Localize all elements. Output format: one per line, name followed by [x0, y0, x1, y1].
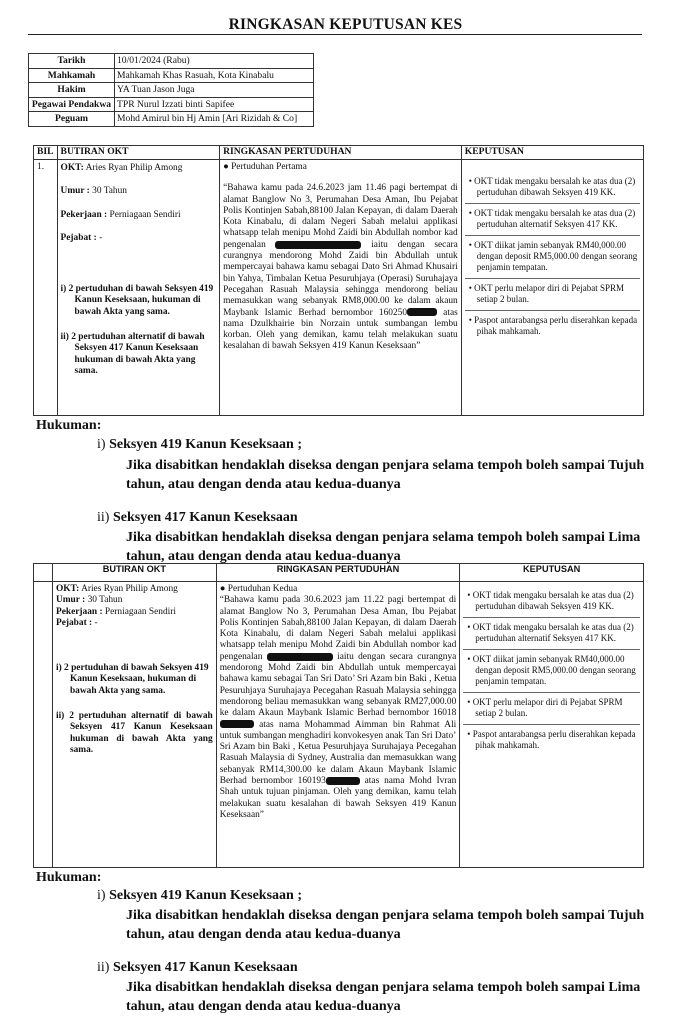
- header-bil-empty: [34, 564, 53, 582]
- hukuman-item-417: [97, 960, 298, 976]
- okt-charge-2: ii) 2 pertuduhan alternatif di bawah Seksyen 417 Kanun Keseksaan hukuman di bawah Akta yang sama.: [60, 332, 205, 376]
- decision-item: • OKT tidak mengaku bersalah ke atas dua (2) pertuduhan alternatif Seksyen 417 KK.: [463, 622, 640, 650]
- roman-numeral: i): [97, 888, 106, 903]
- header-butiran-okt: BUTIRAN OKT: [52, 564, 216, 582]
- charge-summary: [216, 582, 460, 868]
- case-number: 1.: [34, 160, 58, 416]
- charge-text-part-1: “Bahawa kamu pada 30.6.2023 jam 11.22 pagi bertempat di alamat Banglow No 3, Perumahan Desa Aman, Ibu Pejabat Polis Kontinjen Sabah,88100 Jalan Kepayan, di dalam Daerah Kota Kinabalu, di dalam Negeri Sabah melalui applikasi whatsapp telah menipu Mohd Zaidi bin Abdullah nombor kad pengenalan: [219, 595, 457, 662]
- hukuman-section-title: Seksyen 417 Kanun Keseksaan: [112, 960, 298, 975]
- charge-text-part-2: iaitu dengan secara curangnya mendorong Mohd Zaidi bin Abdullah untuk mempercayai bahawa kamu sebagai Dato Sri Ahmad Khusairi bin Yahya, Timbalan Ketua Pesuruhjaya (Operasi) Suruhajaya Pecegahan Rasuah Malaysia sehingga mendorong beliau memasukkan wang sebanyak RM8,000.00 ke dalam akaun Maybank Islamic Berhad bernombor 160250: [223, 239, 458, 318]
- info-value: Mahkamah Khas Rasuah, Kota Kinabalu: [115, 68, 314, 83]
- redaction-mark: [407, 308, 437, 316]
- case-table-1: [33, 145, 644, 416]
- hukuman-item-417: [97, 510, 298, 526]
- redaction-mark: [275, 241, 361, 249]
- info-row-tarikh: [29, 54, 314, 69]
- charge-text-part-3: atas nama Dzulkhairie bin Norzain untuk sumbangan lembu korban. Oleh yang demikan, kamu telah melakukan suatu kesalahan di bawah Seksyen 419 Kanun Keseksaan”: [223, 307, 458, 352]
- decision-item: • OKT diikat jamin sebanyak RM40,000.00 dengan deposit RM5,000.00 dengan seorang penjamin tempatan.: [463, 654, 640, 693]
- okt-charge-1: i) 2 pertuduhan di bawah Seksyen 419 Kanun Keseksaan, hukuman di bawah Akta yang sama.: [60, 284, 214, 317]
- redaction-mark: [220, 720, 254, 728]
- header-butiran-okt: BUTIRAN OKT: [57, 146, 220, 160]
- case-row: [34, 582, 644, 868]
- info-row-mahkamah: [29, 68, 314, 83]
- hukuman-desc-417: Jika disabitkan hendaklah diseksa dengan penjara selama tempoh boleh sampai Lima tahun, atau dengan denda atau kedua-duanya: [126, 530, 641, 564]
- document-title: RINGKASAN KEPUTUSAN KES: [228, 16, 463, 33]
- charge-text: [220, 595, 457, 821]
- decision-item: • OKT diikat jamin sebanyak RM40,000.00 dengan deposit RM5,000.00 dengan seorang penjamin tempatan.: [465, 240, 640, 279]
- hukuman-item-419: [97, 888, 302, 904]
- info-row-peguam: [29, 112, 314, 127]
- roman-numeral: ii): [97, 960, 110, 975]
- charge-text-part-2: iaitu dengan secara curangnya mendorong Mohd Zaidi bin Abdullah untuk mempercayai bahawa kamu sebagai Tan Sri Dato’ Sri Azam bin Baki , Ketua Pesuruhjaya Suruhajaya Pecegahan Rasuah Malaysia sehingga mendorong beliau memasukkan wang sebanyak RM27,000.00 ke dalam Akaun Maybank Islamic Berhad bernombor 16018: [219, 651, 457, 719]
- umur-label: Umur :: [60, 186, 90, 197]
- charge-text-part-4: atas nama Mohd Ivran Shah untuk tujuan pinjaman. Oleh yang demikan, kamu telah melakukan suatu kesalahan di bawah Seksyen 419 Kanun Keseksaan”: [219, 776, 457, 820]
- header-keputusan: KEPUTUSAN: [460, 564, 644, 582]
- redaction-mark: [267, 653, 333, 661]
- header-keputusan: KEPUTUSAN: [461, 146, 643, 160]
- pejabat-label: Pejabat :: [55, 617, 93, 628]
- hukuman-item-419: [97, 437, 302, 453]
- okt-name-label: OKT:: [60, 163, 84, 173]
- roman-numeral: i): [97, 437, 106, 452]
- decision-list: [461, 160, 643, 416]
- pejabat-value: -: [99, 232, 103, 243]
- umur-value: 30 Tahun: [92, 186, 127, 197]
- hukuman-desc-419: Jika disabitkan hendaklah diseksa dengan penjara selama tempoh boleh sampai Tujuh tahun, atau dengan denda atau kedua-duanya: [126, 458, 645, 492]
- hukuman-section-title: Seksyen 417 Kanun Keseksaan: [112, 510, 298, 525]
- charge-title: Pertuduhan Pertama: [231, 162, 307, 172]
- charge-summary: [220, 160, 462, 416]
- decision-item: • Paspot antarabangsa perlu diserahkan kepada pihak mahkamah.: [465, 315, 640, 342]
- case-info-table: [28, 53, 314, 127]
- decision-list: [460, 582, 644, 868]
- charge-title: Pertuduhan Kedua: [227, 584, 298, 594]
- okt-charge-1: i) 2 pertuduhan di bawah Seksyen 419 Kanun Keseksaan, hukuman di bawah Akta yang sama.: [55, 663, 209, 696]
- charge-title-line: ● Pertuduhan Kedua: [219, 584, 298, 594]
- info-row-hakim: [29, 83, 314, 98]
- umur-label: Umur :: [55, 595, 86, 606]
- pekerjaan-label: Pekerjaan :: [60, 209, 108, 220]
- header-bil: BIL: [34, 146, 58, 160]
- info-value: 10/01/2024 (Rabu): [115, 54, 314, 69]
- title-underline: [28, 34, 642, 35]
- charge-title-line: ● Pertuduhan Pertama: [223, 162, 307, 172]
- info-label: Tarikh: [29, 54, 115, 69]
- info-label: Mahkamah: [29, 68, 115, 83]
- pejabat-value: -: [94, 617, 98, 628]
- info-row-pegawai: [29, 97, 314, 112]
- pekerjaan-value: Perniagaan Sendiri: [109, 209, 181, 220]
- info-label: Hakim: [29, 83, 115, 98]
- pekerjaan-value: Perniagaan Sendiri: [104, 606, 176, 617]
- hukuman-heading: Hukuman:: [36, 418, 102, 433]
- charge-text: [223, 183, 458, 352]
- decision-item: • Paspot antarabangsa perlu diserahkan kepada pihak mahkamah.: [463, 729, 640, 756]
- info-value: TPR Nurul Izzati binti Sapifee: [115, 97, 314, 112]
- hukuman-section-title: Seksyen 419 Kanun Keseksaan ;: [109, 888, 302, 903]
- hukuman-heading: Hukuman:: [36, 870, 102, 885]
- case-row: [34, 160, 644, 416]
- umur-value: 30 Tahun: [87, 595, 123, 606]
- decision-item: • OKT tidak mengaku bersalah ke atas dua (2) pertuduhan alternatif Seksyen 417 KK.: [465, 208, 640, 236]
- redaction-mark: [326, 777, 360, 785]
- hukuman-desc-419: Jika disabitkan hendaklah diseksa dengan penjara selama tempoh boleh sampai Tujuh tahun, atau dengan denda atau kedua-duanya: [126, 908, 645, 942]
- okt-name: Aries Ryan Philip Among: [81, 584, 178, 594]
- info-label: Peguam: [29, 112, 115, 127]
- decision-item: • OKT tidak mengaku bersalah ke atas dua (2) pertuduhan dibawah Seksyen 419 KK.: [465, 176, 640, 204]
- header-ringkasan-pertuduhan: RINGKASAN PERTUDUHAN: [220, 146, 462, 160]
- okt-charge-2: ii) 2 pertuduhan alternatif di bawah Seksyen 417 Kanun Keseksaan hukuman di bawah Akta yang sama.: [55, 711, 213, 755]
- pekerjaan-label: Pekerjaan :: [55, 606, 103, 617]
- okt-details: [57, 160, 220, 416]
- info-label: Pegawai Pendakwa: [29, 97, 115, 112]
- hukuman-desc-417: Jika disabitkan hendaklah diseksa dengan penjara selama tempoh boleh sampai Lima tahun, atau dengan denda atau kedua-duanya: [126, 980, 641, 1014]
- hukuman-section-title: Seksyen 419 Kanun Keseksaan ;: [109, 437, 302, 452]
- case-table-2: [33, 563, 644, 868]
- okt-name-label: OKT:: [55, 584, 80, 594]
- info-value: Mohd Amirul bin Hj Amin [Ari Rizidah & Co]: [115, 112, 314, 127]
- decision-item: • OKT perlu melapor diri di Pejabat SPRM setiap 2 bulan.: [465, 283, 640, 311]
- decision-item: • OKT tidak mengaku bersalah ke atas dua (2) pertuduhan dibawah Seksyen 419 KK.: [463, 590, 640, 618]
- case-header-row: [34, 146, 644, 160]
- roman-numeral: ii): [97, 510, 110, 525]
- charge-text-part-1: “Bahawa kamu pada 24.6.2023 jam 11.46 pagi bertempat di alamat Banglow No 3, Perumahan Desa Aman, Ibu Pejabat Polis Kontinjen Sabah,88100 Jalan Kepayan, di dalam Daerah Kota Kinabalu, di dalam Negeri Sabah melalui applikasi whatsapp telah menipu Mohd Zaidi bin Abdullah nombor kad pengenalan: [223, 183, 458, 250]
- header-ringkasan-pertuduhan: RINGKASAN PERTUDUHAN: [216, 564, 460, 582]
- okt-details: [52, 582, 216, 868]
- decision-item: • OKT perlu melapor diri di Pejabat SPRM setiap 2 bulan.: [463, 697, 640, 725]
- case-number-empty: [34, 582, 53, 868]
- case-header-row: [34, 564, 644, 582]
- pejabat-label: Pejabat :: [60, 232, 97, 243]
- okt-name: Aries Ryan Philip Among: [85, 163, 183, 173]
- info-value: YA Tuan Jason Juga: [115, 83, 314, 98]
- charge-text-part-3: atas nama Mohammad Aimman bin Rahmat Ali untuk sumbangan menghadiri konvokesyen anak Tan Sri Dato’ Sri Azam bin Baki , Ketua Pesuruhjaya Suruhajaya Pecegahan Rasuah Malaysia di Sydney, Australia dan memasukkan wang sebanyak RM14,300.00 ke dalam Akaun Maybank Islamic Berhad bernombor 160193: [219, 719, 457, 787]
